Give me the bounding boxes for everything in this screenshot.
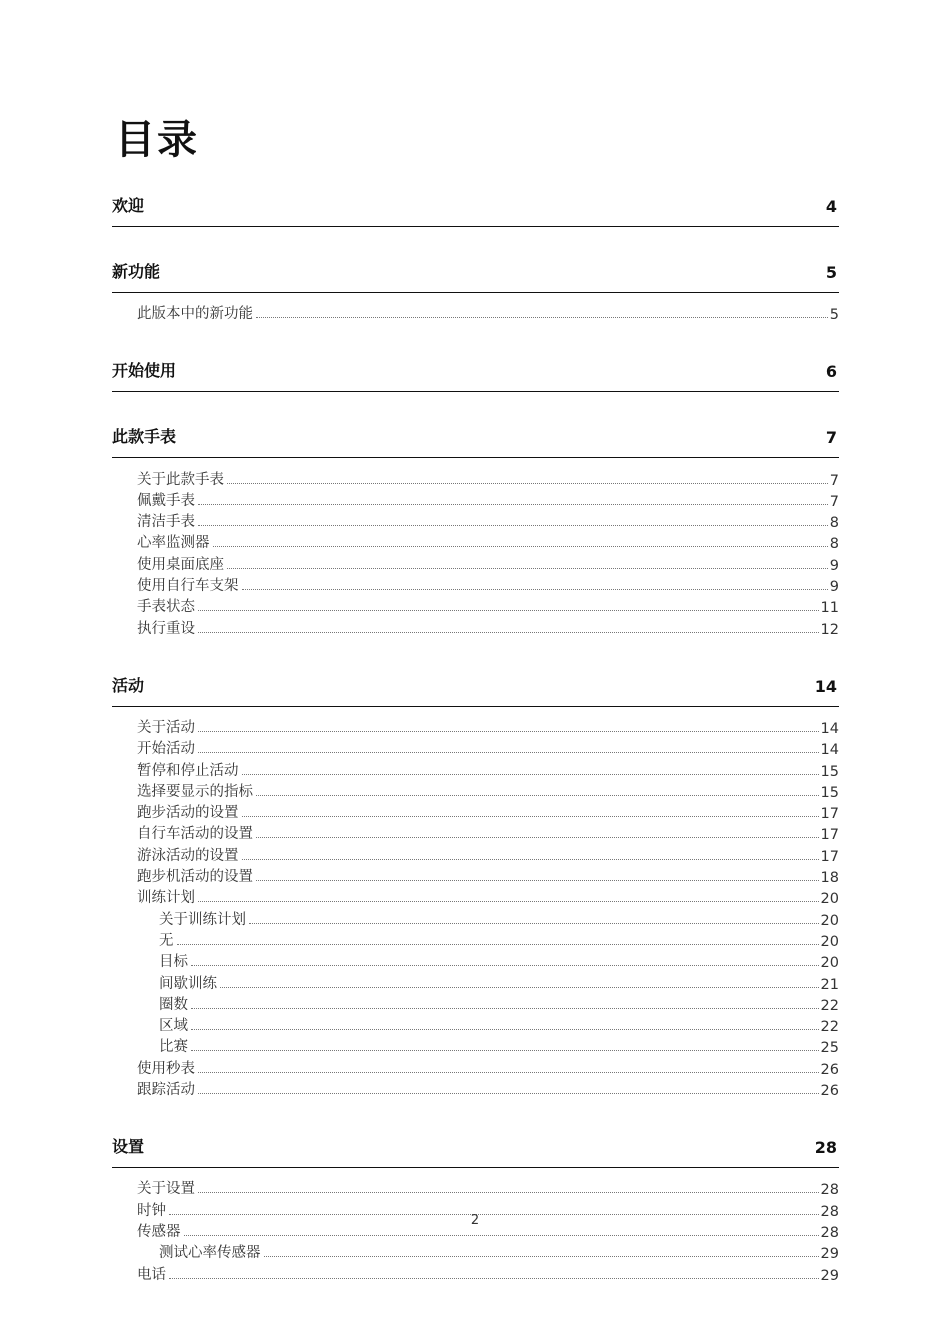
section-spacer bbox=[112, 1099, 839, 1133]
toc-section bbox=[112, 192, 839, 227]
toc-entry[interactable] bbox=[112, 865, 839, 886]
toc-entry[interactable] bbox=[112, 929, 839, 950]
dot-leader bbox=[198, 609, 819, 611]
toc-entry-page: 20 bbox=[820, 912, 839, 929]
section-page-number: 14 bbox=[814, 676, 837, 696]
dot-leader bbox=[242, 858, 819, 860]
section-spacer bbox=[112, 227, 839, 258]
dot-leader bbox=[191, 1028, 819, 1030]
dot-leader bbox=[242, 815, 819, 817]
section-page-number: 28 bbox=[814, 1138, 837, 1158]
toc-entry-title: 关于训练计划 bbox=[159, 911, 246, 928]
toc-entry[interactable] bbox=[112, 843, 839, 864]
dot-leader bbox=[213, 545, 828, 547]
toc-entry-page: 26 bbox=[820, 1061, 839, 1078]
toc-entry[interactable] bbox=[112, 531, 839, 552]
toc-entry-title: 测试心率传感器 bbox=[159, 1245, 261, 1262]
toc-entry-page: 15 bbox=[820, 763, 839, 780]
toc-entry-page: 25 bbox=[820, 1040, 839, 1057]
toc-entry[interactable] bbox=[112, 971, 839, 992]
dot-leader bbox=[249, 922, 819, 924]
toc-entry-title: 无 bbox=[159, 932, 174, 949]
toc-entry-title: 开始活动 bbox=[137, 741, 195, 758]
section-title: 设置 bbox=[112, 1137, 145, 1157]
toc-entry-title: 手表状态 bbox=[137, 599, 195, 616]
toc-entry[interactable] bbox=[112, 1078, 839, 1099]
toc-entry-title: 关于设置 bbox=[137, 1181, 195, 1198]
dot-leader bbox=[264, 1255, 819, 1257]
toc-entry-page: 5 bbox=[829, 307, 839, 324]
toc-entry-page: 15 bbox=[820, 784, 839, 801]
toc-entry-title: 目标 bbox=[159, 954, 188, 971]
toc-entry-title: 游泳活动的设置 bbox=[137, 847, 239, 864]
toc-entry-title: 跑步机活动的设置 bbox=[137, 869, 253, 886]
toc-entry[interactable] bbox=[112, 822, 839, 843]
toc-section-heading[interactable] bbox=[112, 192, 839, 227]
toc-entry-page: 17 bbox=[820, 827, 839, 844]
toc-section-heading[interactable] bbox=[112, 258, 839, 293]
toc-entry-title: 暂停和停止活动 bbox=[137, 762, 239, 779]
toc-entry-title: 执行重设 bbox=[137, 620, 195, 637]
section-page-number: 7 bbox=[825, 428, 837, 448]
dot-leader bbox=[227, 482, 828, 484]
toc-entry[interactable] bbox=[112, 1241, 839, 1262]
page-title: 目录 bbox=[115, 117, 199, 163]
dot-leader bbox=[220, 986, 819, 988]
toc-entry[interactable] bbox=[112, 737, 839, 758]
dot-leader bbox=[191, 964, 819, 966]
toc-entry[interactable] bbox=[112, 1035, 839, 1056]
toc-entry-page: 8 bbox=[829, 515, 839, 532]
toc-entry-page: 17 bbox=[820, 806, 839, 823]
toc-entry-page: 11 bbox=[820, 600, 839, 617]
toc-section bbox=[112, 357, 839, 392]
toc-entry-page: 14 bbox=[820, 720, 839, 737]
toc-entry[interactable] bbox=[112, 1262, 839, 1283]
toc-section-heading[interactable] bbox=[112, 672, 839, 707]
section-page-number: 4 bbox=[825, 197, 837, 216]
dot-leader bbox=[198, 751, 819, 753]
toc-entry-page: 9 bbox=[829, 579, 839, 596]
dot-leader bbox=[198, 1191, 819, 1193]
dot-leader bbox=[198, 524, 828, 526]
toc-entry[interactable] bbox=[112, 1014, 839, 1035]
toc-entry-title: 使用自行车支架 bbox=[137, 578, 239, 595]
toc-entry[interactable] bbox=[112, 510, 839, 531]
toc-section-heading[interactable] bbox=[112, 423, 839, 458]
toc-entry-page: 26 bbox=[820, 1083, 839, 1100]
dot-leader bbox=[198, 503, 828, 505]
toc-entry-title: 跑步活动的设置 bbox=[137, 805, 239, 822]
toc-entry-title: 选择要显示的指标 bbox=[137, 783, 253, 800]
toc-entry-title: 此版本中的新功能 bbox=[137, 306, 253, 323]
toc-entry-page: 28 bbox=[820, 1203, 839, 1220]
toc-entry-page: 22 bbox=[820, 1019, 839, 1036]
toc-entry-title: 关于此款手表 bbox=[137, 471, 224, 488]
dot-leader bbox=[256, 836, 819, 838]
dot-leader bbox=[256, 316, 828, 318]
toc-entry-title: 圈数 bbox=[159, 996, 188, 1013]
toc-entry-page: 18 bbox=[820, 870, 839, 887]
table-of-contents bbox=[112, 192, 839, 1284]
toc-entry-title: 传感器 bbox=[137, 1223, 181, 1240]
toc-entry[interactable] bbox=[112, 993, 839, 1014]
dot-leader bbox=[227, 567, 828, 569]
dot-leader bbox=[242, 773, 819, 775]
toc-entry-title: 佩戴手表 bbox=[137, 492, 195, 509]
toc-entry-title: 使用桌面底座 bbox=[137, 556, 224, 573]
toc-entry-title: 自行车活动的设置 bbox=[137, 826, 253, 843]
toc-section-heading[interactable] bbox=[112, 357, 839, 392]
dot-leader bbox=[198, 730, 819, 732]
toc-entry-page: 20 bbox=[820, 891, 839, 908]
dot-leader bbox=[191, 1007, 819, 1009]
section-spacer bbox=[112, 323, 839, 357]
toc-entry[interactable] bbox=[112, 886, 839, 907]
toc-entry[interactable] bbox=[112, 1056, 839, 1077]
toc-entry-title: 电话 bbox=[137, 1266, 166, 1283]
toc-entry-page: 28 bbox=[820, 1224, 839, 1241]
toc-entry-page: 7 bbox=[829, 493, 839, 510]
toc-entry-page: 17 bbox=[820, 848, 839, 865]
section-page-number: 6 bbox=[825, 362, 837, 382]
page-number: 2 bbox=[470, 1213, 480, 1228]
dot-leader bbox=[191, 1049, 819, 1051]
toc-entry-page: 20 bbox=[820, 933, 839, 950]
toc-entry[interactable] bbox=[112, 489, 839, 510]
toc-entry-title: 时钟 bbox=[137, 1202, 166, 1219]
section-title: 新功能 bbox=[112, 262, 161, 281]
toc-section bbox=[112, 258, 839, 323]
toc-entry[interactable] bbox=[112, 950, 839, 971]
toc-entry-title: 清洁手表 bbox=[137, 514, 195, 531]
toc-section bbox=[112, 672, 839, 1099]
section-spacer bbox=[112, 392, 839, 423]
toc-entry[interactable] bbox=[112, 595, 839, 616]
dot-leader bbox=[256, 794, 819, 796]
section-title: 此款手表 bbox=[112, 427, 177, 447]
toc-entry[interactable] bbox=[112, 467, 839, 488]
section-title: 开始使用 bbox=[112, 361, 177, 381]
toc-entry-page: 8 bbox=[829, 536, 839, 553]
dot-leader bbox=[184, 1234, 819, 1236]
toc-entry[interactable] bbox=[112, 801, 839, 822]
toc-entry[interactable] bbox=[112, 907, 839, 928]
toc-entry-page: 7 bbox=[829, 472, 839, 489]
dot-leader bbox=[198, 900, 819, 902]
toc-entry[interactable] bbox=[112, 552, 839, 573]
toc-entry-title: 间歇训练 bbox=[159, 975, 217, 992]
section-spacer bbox=[112, 638, 839, 672]
toc-entry-page: 9 bbox=[829, 557, 839, 574]
section-title: 活动 bbox=[112, 675, 145, 695]
toc-entry-title: 跟踪活动 bbox=[137, 1082, 195, 1099]
toc-entry[interactable] bbox=[112, 758, 839, 779]
section-title: 欢迎 bbox=[112, 196, 145, 215]
toc-entry-title: 比赛 bbox=[159, 1039, 188, 1056]
dot-leader bbox=[198, 631, 819, 633]
toc-entry-page: 22 bbox=[820, 997, 839, 1014]
toc-entry-title: 关于活动 bbox=[137, 719, 195, 736]
toc-section-heading[interactable] bbox=[112, 1133, 839, 1168]
toc-entry-title: 心率监测器 bbox=[137, 535, 210, 552]
toc-entry-title: 使用秒表 bbox=[137, 1060, 195, 1077]
dot-leader bbox=[242, 588, 828, 590]
dot-leader bbox=[177, 943, 819, 945]
toc-entry[interactable] bbox=[112, 716, 839, 737]
dot-leader bbox=[169, 1277, 819, 1279]
toc-entry-page: 12 bbox=[820, 621, 839, 638]
toc-entry-page: 20 bbox=[820, 955, 839, 972]
dot-leader bbox=[198, 1071, 819, 1073]
toc-entry-page: 29 bbox=[820, 1246, 839, 1263]
toc-section bbox=[112, 1133, 839, 1283]
dot-leader bbox=[256, 879, 819, 881]
toc-entry-title: 训练计划 bbox=[137, 890, 195, 907]
dot-leader bbox=[198, 1092, 819, 1094]
toc-entry-page: 28 bbox=[820, 1182, 839, 1199]
toc-entry-page: 21 bbox=[820, 976, 839, 993]
toc-section bbox=[112, 423, 839, 637]
toc-entry-page: 14 bbox=[820, 742, 839, 759]
toc-entry-page: 29 bbox=[820, 1267, 839, 1284]
toc-entry[interactable] bbox=[112, 616, 839, 637]
toc-entry[interactable] bbox=[112, 302, 839, 323]
toc-entry[interactable] bbox=[112, 1177, 839, 1198]
toc-entry[interactable] bbox=[112, 574, 839, 595]
section-page-number: 5 bbox=[825, 263, 837, 282]
toc-entry[interactable] bbox=[112, 780, 839, 801]
toc-entry-title: 区域 bbox=[159, 1018, 188, 1035]
